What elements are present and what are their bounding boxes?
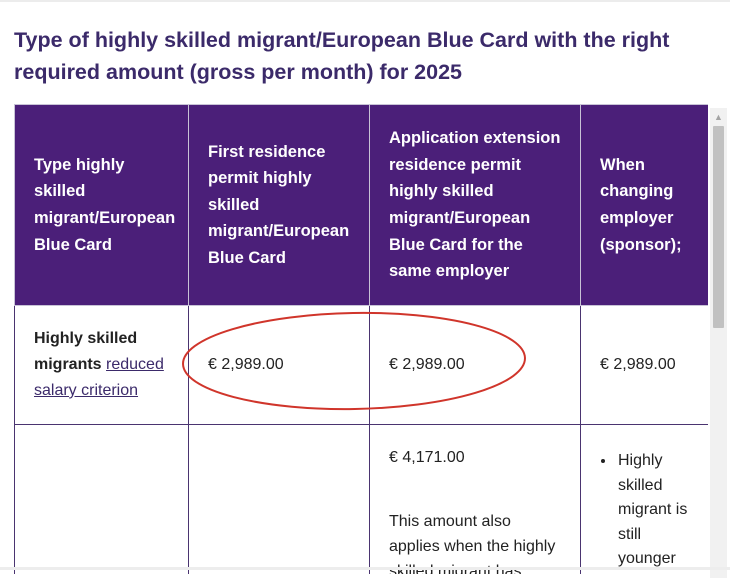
cell-first-permit — [189, 425, 370, 575]
cell-first-permit: € 2,989.00 — [189, 306, 370, 425]
cell-extension — [370, 425, 581, 575]
list-item: • Highly skilled migrant is still younger — [616, 449, 690, 572]
header-extension: Application extension residence permit highly skilled migrant/European Blue Card for the same employer — [370, 105, 581, 306]
header-changing-employer: When changing employer (sponsor); — [581, 105, 709, 306]
reduced-salary-criterion-link[interactable]: reduced salary criterion — [34, 356, 164, 399]
table-header-row — [15, 105, 709, 306]
cell-extension: € 2,989.00 — [370, 306, 581, 425]
top-divider — [0, 0, 730, 2]
cell-type — [15, 425, 189, 575]
header-first-permit: First residence permit highly skilled migrant/European Blue Card — [189, 105, 370, 306]
scrollbar-thumb[interactable] — [713, 126, 724, 328]
extension-amount: € 4,171.00 — [389, 449, 465, 466]
scroll-up-arrow-icon[interactable]: ▲ — [714, 112, 723, 122]
cell-changing-employer: € 2,989.00 — [581, 306, 709, 425]
header-type: Type highly skilled migrant/European Blue Card — [15, 105, 189, 306]
cell-type — [15, 306, 189, 425]
salary-table — [14, 104, 708, 574]
extension-note: This amount also applies when the highly — [389, 513, 556, 555]
cell-changing-employer — [581, 425, 709, 575]
section-heading: Type of highly skilled migrant/European Blue Card with the right required amount (gross per month) for 2025 — [14, 28, 670, 84]
vertical-scrollbar[interactable] — [710, 108, 727, 578]
type-label: Highly skilled migrants — [34, 330, 138, 373]
salary-table-container[interactable] — [14, 104, 708, 574]
condition-list — [600, 449, 690, 572]
table-row — [15, 425, 709, 575]
table-row — [15, 306, 709, 425]
